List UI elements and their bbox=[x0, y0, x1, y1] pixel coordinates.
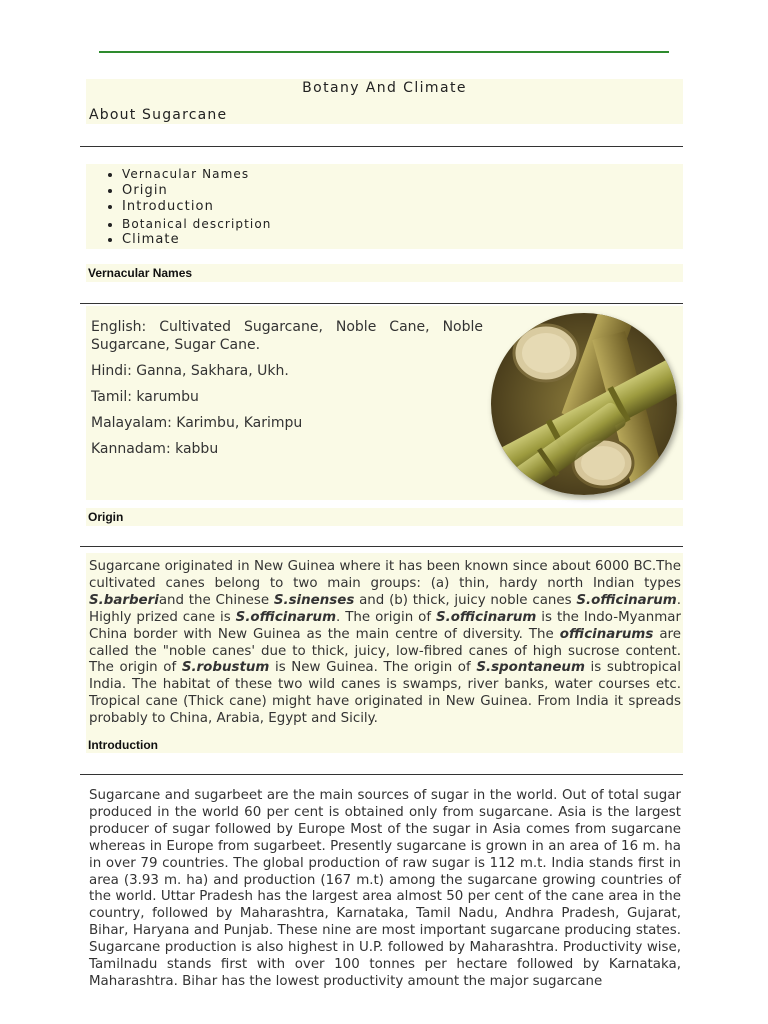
toc-item-botanical-description[interactable]: • Botanical description bbox=[122, 216, 272, 233]
vernacular-kannadam: Kannadam: kabbu bbox=[91, 441, 219, 457]
toc-item-climate[interactable]: • Climate bbox=[122, 232, 272, 249]
section-heading-vernacular: Vernacular Names bbox=[88, 266, 193, 280]
vernacular-names-list bbox=[91, 318, 483, 466]
sugarcane-photo bbox=[491, 313, 677, 495]
divider bbox=[80, 303, 683, 304]
document-subtitle: About Sugarcane bbox=[89, 107, 228, 123]
vernacular-english: English: Cultivated Sugarcane, Noble Cane, Noble Sugarcane, Sugar Cane. bbox=[91, 319, 483, 353]
divider bbox=[80, 546, 683, 547]
vernacular-hindi: Hindi: Ganna, Sakhara, Ukh. bbox=[91, 363, 289, 379]
top-green-rule bbox=[99, 51, 669, 53]
divider bbox=[80, 146, 683, 147]
section-heading-introduction: Introduction bbox=[88, 738, 158, 752]
section-heading-origin: Origin bbox=[88, 510, 124, 524]
divider bbox=[80, 774, 683, 775]
toc-item-origin[interactable]: • Origin bbox=[122, 183, 272, 200]
toc-item-vernacular-names[interactable]: • Vernacular Names bbox=[122, 166, 272, 183]
origin-paragraph: Sugarcane originated in New Guinea where it has been known since about 6000 BC.The cultivated canes belong to two main groups: (a) thin, hardy north Indian types S.barberiand the Chinese S.sinenses and (b) thick, juicy noble canes S.officinarum. Highly prized cane is S.officinarum. The origin of S.officinarum is the Indo-Myanmar China border with New Guinea as the main centre of diversity. The officinarums are called the "noble canes' due to thick, juicy, low-fibred canes of high sucrose content. The origin of S.robustum is New Guinea. The origin of S.spontaneum is subtropical India. The habitat of these two wild canes is swamps, river banks, water courses etc. Tropical cane (Thick cane) might have originated in New Guinea. From India it spreads probably to China, Arabia, Egypt and Sicily. bbox=[89, 559, 682, 727]
toc-item-introduction[interactable]: • Introduction bbox=[122, 199, 272, 216]
vernacular-tamil: Tamil: karumbu bbox=[91, 389, 199, 405]
table-of-contents bbox=[100, 166, 272, 249]
vernacular-malayalam: Malayalam: Karimbu, Karimpu bbox=[91, 415, 303, 431]
origin-heading-band bbox=[86, 508, 683, 526]
document-title: Botany And Climate bbox=[302, 80, 467, 96]
introduction-paragraph: Sugarcane and sugarbeet are the main sources of sugar in the world. Out of total sugar produced in the world 60 per cent is obtained only from sugarcane. Asia is the largest producer of sugar followed by Europe Most of the sugar in Asia comes from sugarcane whereas in Europe from sugarbeet. Presently sugarcane is grown in an area of 16 m. ha in over 79 countries. The global production of raw sugar is 112 m.t. India stands first in area (3.93 m. ha) and production (167 m.t) among the sugarcane growing countries of the world. Uttar Pradesh has the largest area almost 50 per cent of the cane area in the country, followed by Maharashtra, Karnataka, Tamil Nadu, Andhra Pradesh, Gujarat, Bihar, Haryana and Punjab. These nine are most important sugarcane producing states. Sugarcane production is also highest in U.P. followed by Maharashtra. Productivity wise, Tamilnadu stands first with over 100 tonnes per hectare followed by Karnataka, Maharashtra. Bihar has the lowest productivity amount the major sugarcane bbox=[89, 788, 681, 989]
